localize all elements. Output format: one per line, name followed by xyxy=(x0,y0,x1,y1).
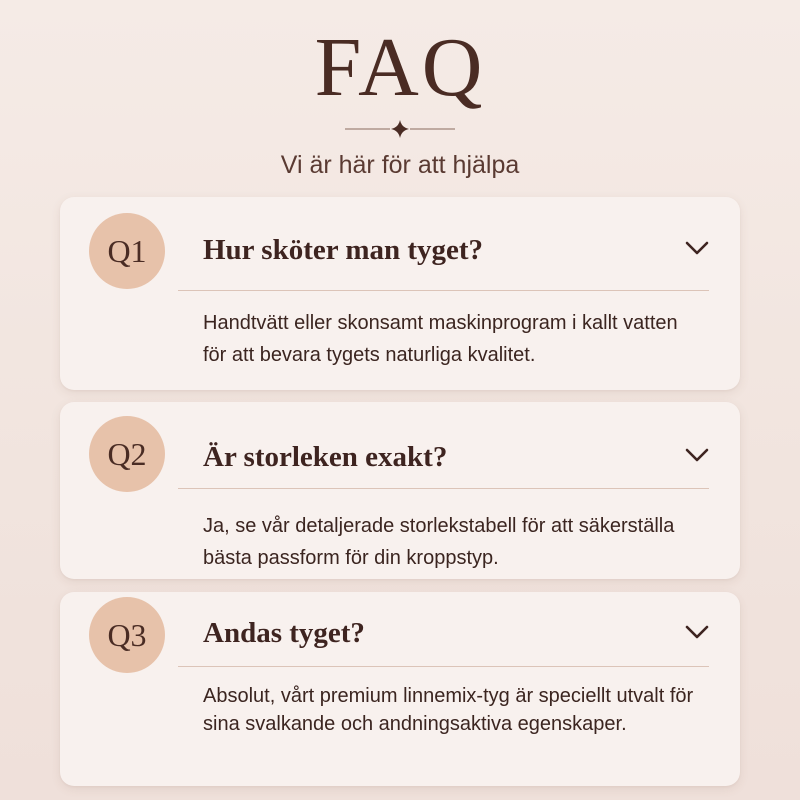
question-divider xyxy=(178,488,709,489)
question-number-badge: Q2 xyxy=(89,416,165,492)
chevron-down-icon[interactable] xyxy=(683,623,711,641)
answer-text: Handtvätt eller skonsamt maskinprogram i kallt vatten för att bevara tygets naturliga kvalitet. xyxy=(203,312,678,366)
faq-item-3[interactable] xyxy=(60,592,740,786)
question-title[interactable]: Andas tyget? xyxy=(203,617,365,649)
faq-item-1[interactable] xyxy=(60,197,740,390)
faq-header xyxy=(0,0,800,195)
page-subtitle: Vi är här för att hjälpa xyxy=(280,151,520,179)
faq-item-2[interactable] xyxy=(60,402,740,579)
chevron-down-icon[interactable] xyxy=(683,239,711,257)
question-title[interactable]: Hur sköter man tyget? xyxy=(203,234,484,266)
question-number-badge: Q3 xyxy=(89,597,165,673)
sparkle-divider-icon xyxy=(345,119,455,139)
answer-text: Ja, se vår detaljerade storlekstabell för att säkerställa bästa passform för din kroppstyp. xyxy=(203,515,675,569)
chevron-down-icon[interactable] xyxy=(683,446,711,464)
question-number-badge: Q1 xyxy=(89,213,165,289)
question-divider xyxy=(178,290,709,291)
question-title[interactable]: Är storleken exakt? xyxy=(203,441,448,473)
question-divider xyxy=(178,666,709,667)
answer-text: Absolut, vårt premium linnemix-tyg är speciellt utvalt för sina svalkande och andningsaktiva egenskaper. xyxy=(203,685,694,735)
page-title: FAQ xyxy=(314,21,486,114)
